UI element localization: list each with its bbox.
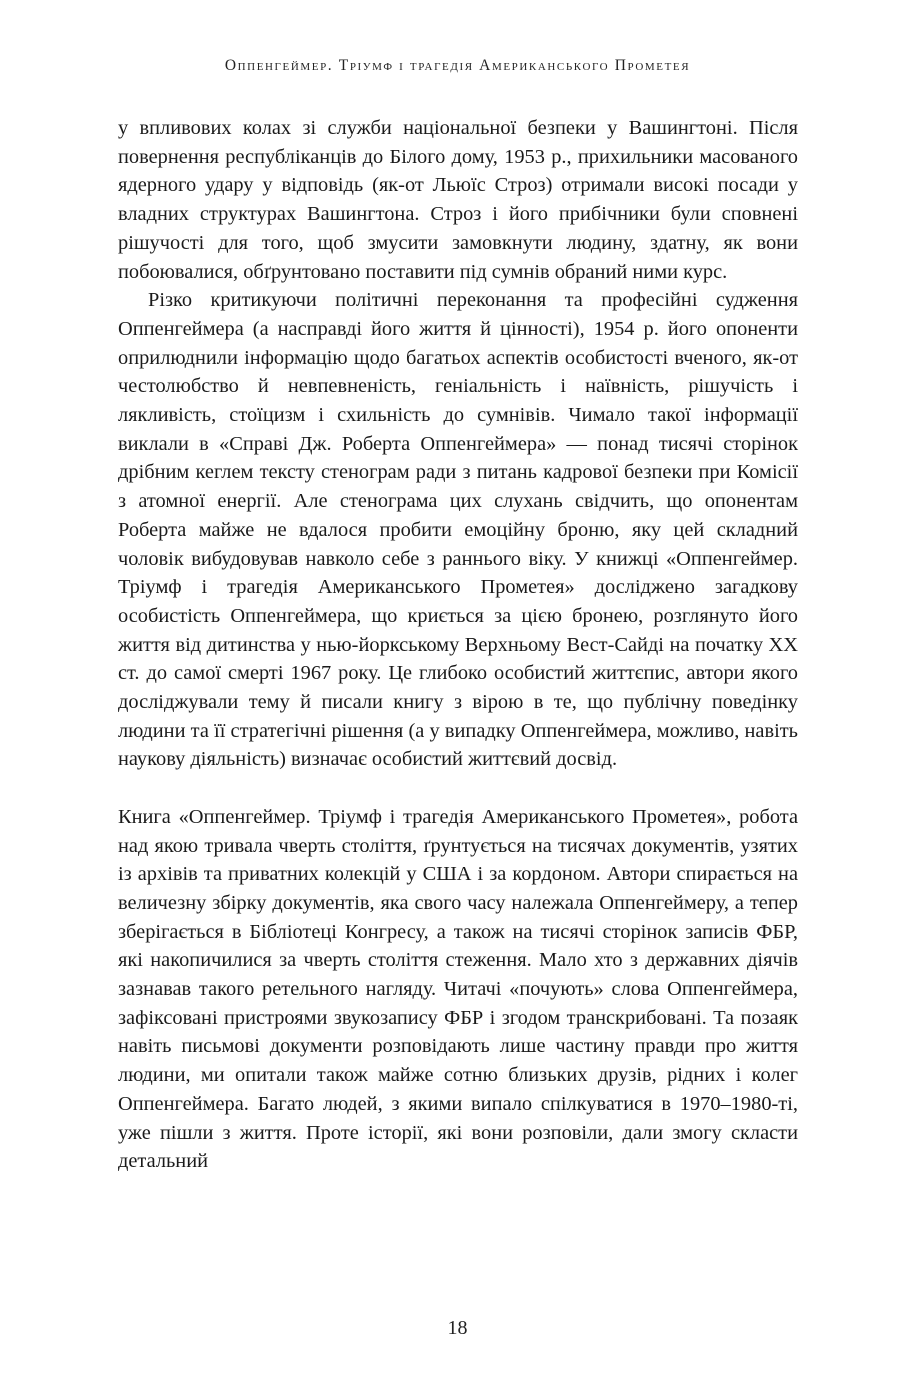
running-head: Оппенгеймер. Тріумф і трагедія Американського Прометея — [224, 57, 691, 74]
paragraph-new-section: Книга «Оппенгеймер. Тріумф і трагедія Американського Прометея», робота над якою тривала чверть століття, ґрунтується на тисячах документів, узятих із архівів та приватних колекцій у США і за кордоном. Автори спирається на величезну збірку документів, яка свого часу належала Оппенгеймеру, а тепер зберігається в Бібліотеці Конгресу, а також на тисячі сторінок записів ФБР, які накопичилися за чверть століття стеження. Мало хто з державних діячів зазнавав такого ретельного нагляду. Читачі «почують» слова Оппенгеймера, зафіксовані пристроями звукозапису ФБР і згодом транскрибовані. Та позаяк навіть письмові документи розповідають лише частину правди про життя людини, ми опитали також майже сотню близьких друзів, рідних і колег Оппенгеймера. Багато людей, з якими випало спілкуватися в 1970–1980-ті, уже пішли з життя. Проте історії, які вони розповіли, дали змогу скласти детальний — [118, 805, 798, 1173]
page-number: 18 — [447, 1317, 468, 1339]
paragraph-continued: у впливових колах зі служби національної безпеки у Вашингтоні. Після повернення республіканців до Білого дому, 1953 р., прихильники масованого ядерного удару у відповідь (як-от Льюїс Строз) отримали високі посади у владних структурах Вашингтона. Строз і його прибічники були сповнені рішучості для того, щоб змусити замовкнути людину, здатну, як вони побоювалися, обґрунтовано поставити під сумнів обраний ними курс. — [118, 117, 798, 283]
paragraph: Різко критикуючи політичні переконання та професійні судження Оппенгеймера (а насправді його життя й цінності), 1954 р. його опоненти оприлюднили інформацію щодо багатьох аспектів особистості вченого, як-от честолюбство й невпевненість, геніальність і наївність, рішучість і лякливість, стоїцизм і схильність до сумнівів. Чимало такої інформації виклали в «Справі Дж. Роберта Оппенгеймера» — понад тисячі сторінок дрібним кеглем тексту стенограм ради з питань кадрової безпеки при Комісії з атомної енергії. Але стенограма цих слухань свідчить, що опонентам Роберта майже не вдалося пробити емоційну броню, яку цей складний чоловік вибудовував навколо себе з раннього віку. У книжці «Оппенгеймер. Тріумф і трагедія Американського Прометея» досліджено загадкову особистість Оппенгеймера, що криється за цією бронею, розглянуто його життя від дитинства у нью-йоркському Верхньому Вест-Сайді на початку XX ст. до самої смерті 1967 року. Це глибоко особистий життєпис, автори якого досліджували тему й писали книгу з вірою в те, що публічну поведінку людини та її стратегічні рішення (а у випадку Оппенгеймера, можливо, навіть наукову діяльність) визначає особистий життєвий досвід. — [118, 289, 798, 771]
body-text — [118, 114, 798, 1176]
